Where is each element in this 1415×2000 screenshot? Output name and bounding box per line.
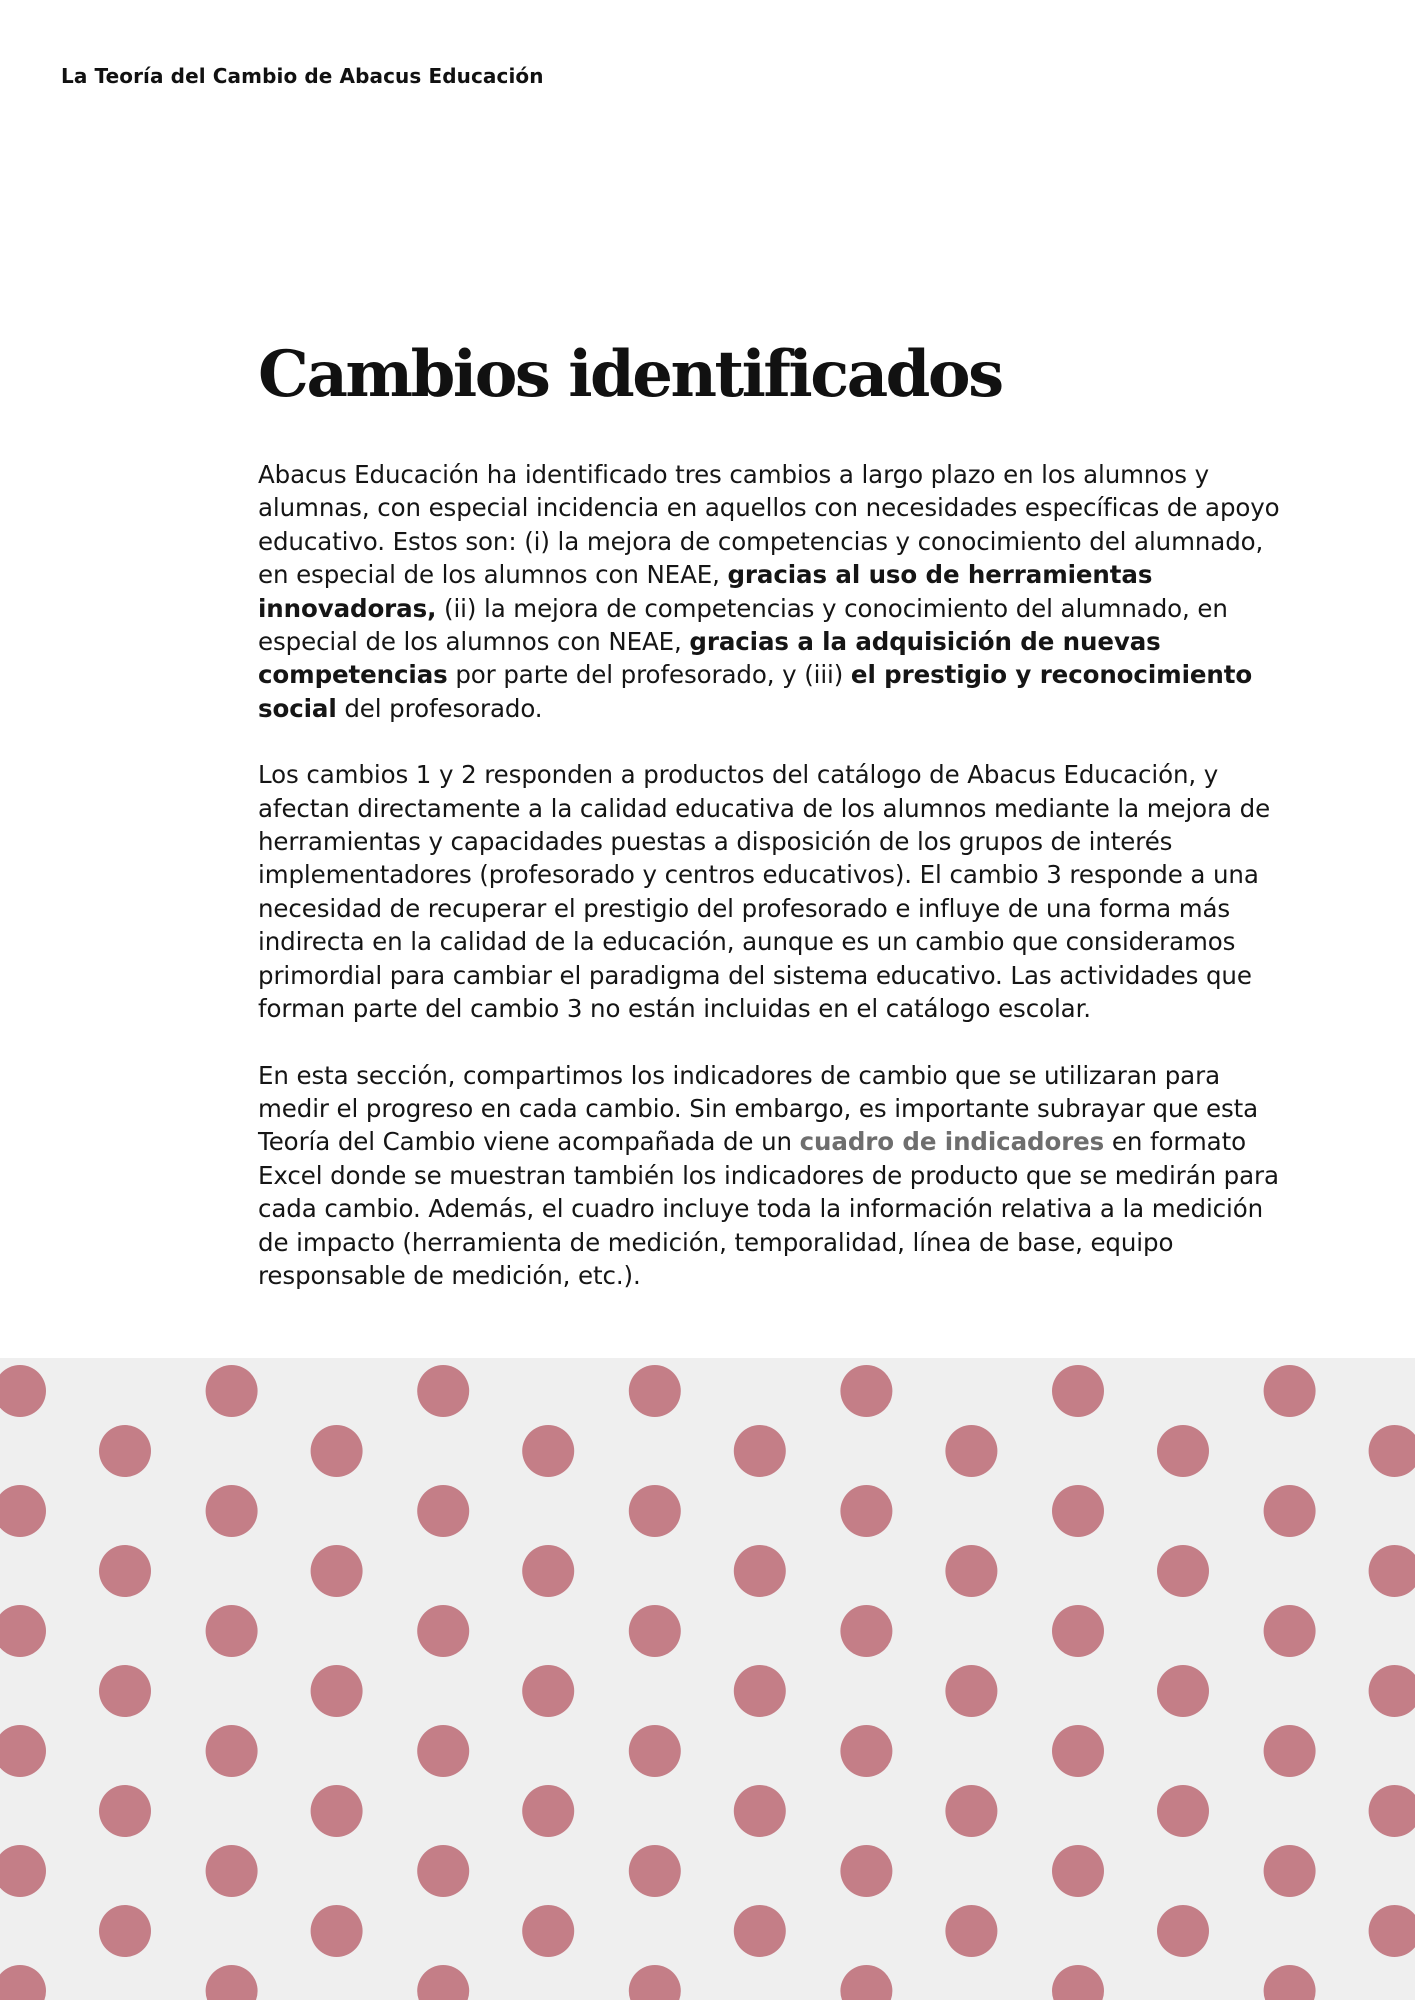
- polka-dot: [629, 1725, 681, 1777]
- polka-dot: [840, 1725, 892, 1777]
- p1-text-2: (ii) la mejora de competencias y conocimiento del alumnado, en especial de los alumnos con NEAE,: [258, 593, 1228, 657]
- polka-dot: [945, 1665, 997, 1717]
- polka-dot: [311, 1905, 363, 1957]
- polka-dot: [1052, 1725, 1104, 1777]
- polka-dot: [311, 1785, 363, 1837]
- polka-dot: [417, 1725, 469, 1777]
- polka-dot: [1369, 1425, 1415, 1477]
- polka-dot: [206, 1485, 258, 1537]
- polka-dot-svg: [0, 1358, 1415, 2000]
- polka-dot: [945, 1905, 997, 1957]
- polka-dot: [99, 1905, 151, 1957]
- polka-dot: [734, 1545, 786, 1597]
- polka-dot: [417, 1365, 469, 1417]
- polka-dot: [311, 1665, 363, 1717]
- p3-text-1: En esta sección, compartimos los indicadores de cambio que se utilizaran para medir el progreso en cada cambio. Sin embargo, es importante subrayar que esta Teoría del Cambio viene acompañada de un: [258, 1060, 1259, 1157]
- polka-dot: [206, 1965, 258, 2000]
- polka-dot: [945, 1425, 997, 1477]
- polka-dot: [840, 1485, 892, 1537]
- p1-bold-innovative-tools: gracias al uso de herramientas innovadoras,: [258, 560, 1153, 623]
- main-content: [258, 330, 1298, 1325]
- polka-dot: [945, 1785, 997, 1837]
- polka-dot: [1369, 1785, 1415, 1837]
- polka-dot: [99, 1785, 151, 1837]
- polka-dot: [522, 1905, 574, 1957]
- p1-text-4: del profesorado.: [336, 693, 543, 723]
- polka-dot: [0, 1605, 46, 1657]
- polka-dot: [1369, 1665, 1415, 1717]
- polka-dot: [840, 1965, 892, 2000]
- polka-dot: [1264, 1965, 1316, 2000]
- running-header: La Teoría del Cambio de Abacus Educación: [61, 64, 544, 88]
- polka-dot: [206, 1725, 258, 1777]
- polka-dot: [99, 1665, 151, 1717]
- polka-dot: [1157, 1665, 1209, 1717]
- polka-dot: [417, 1845, 469, 1897]
- polka-dot: [1052, 1365, 1104, 1417]
- polka-dot: [1157, 1905, 1209, 1957]
- polka-dot: [311, 1545, 363, 1597]
- section-title: Cambios identificados: [258, 337, 1002, 412]
- polka-dot: [840, 1605, 892, 1657]
- polka-dot: [629, 1965, 681, 2000]
- polka-dot: [1264, 1845, 1316, 1897]
- polka-dot: [206, 1845, 258, 1897]
- p1-text-1: Abacus Educación ha identificado tres cambios a largo plazo en los alumnos y alumnas, con especial incidencia en aquellos con necesidades específicas de apoyo educativo. Estos son: (i) la mejora de competencias y conocimiento del alumnado, en especial de los alumnos con NEAE,: [258, 460, 1280, 590]
- polka-dot: [1369, 1545, 1415, 1597]
- polka-dot: [417, 1965, 469, 2000]
- polka-dot: [629, 1605, 681, 1657]
- polka-dot: [0, 1845, 46, 1897]
- paragraph-indicators: [258, 1059, 1298, 1293]
- polka-dot: [1052, 1845, 1104, 1897]
- polka-dot: [0, 1725, 46, 1777]
- indicators-table-link[interactable]: cuadro de indicadores: [799, 1127, 1105, 1157]
- polka-dot: [629, 1365, 681, 1417]
- polka-dot: [417, 1485, 469, 1537]
- p3-text-2: en formato Excel donde se muestran también los indicadores de producto que se medirán para cada cambio. Además, el cuadro incluye toda la información relativa a la medición de impacto (herramienta de medición, temporalidad, línea de base, equipo responsable de medición, etc.).: [258, 1127, 1279, 1290]
- polka-dot: [840, 1845, 892, 1897]
- polka-dot: [1264, 1365, 1316, 1417]
- polka-dot: [1264, 1725, 1316, 1777]
- polka-dot: [1264, 1605, 1316, 1657]
- polka-dot: [1264, 1485, 1316, 1537]
- polka-dot: [629, 1845, 681, 1897]
- polka-dot: [1157, 1785, 1209, 1837]
- polka-dot: [734, 1665, 786, 1717]
- polka-dot: [522, 1425, 574, 1477]
- polka-dot: [1052, 1605, 1104, 1657]
- polka-dot: [0, 1365, 46, 1417]
- polka-dot: [1369, 1905, 1415, 1957]
- polka-dot: [945, 1545, 997, 1597]
- polka-dot-pattern: [0, 1358, 1415, 2000]
- polka-dot: [311, 1425, 363, 1477]
- polka-dot: [1157, 1545, 1209, 1597]
- polka-dot: [0, 1965, 46, 2000]
- polka-dot: [522, 1785, 574, 1837]
- polka-dot: [840, 1365, 892, 1417]
- p1-bold-prestige: el prestigio y reconocimiento social: [258, 660, 1253, 723]
- polka-dot: [417, 1605, 469, 1657]
- polka-dot: [734, 1425, 786, 1477]
- polka-dot: [522, 1665, 574, 1717]
- polka-dot: [0, 1485, 46, 1537]
- p1-text-3: por parte del profesorado, y (iii): [447, 660, 851, 690]
- polka-dot: [522, 1545, 574, 1597]
- polka-dot: [99, 1425, 151, 1477]
- paragraph-changes-overview: [258, 458, 1298, 725]
- polka-dot: [206, 1365, 258, 1417]
- polka-dot: [1052, 1965, 1104, 2000]
- p1-bold-new-competencies: gracias a la adquisición de nuevas competencias: [258, 627, 1161, 690]
- polka-dot: [99, 1545, 151, 1597]
- polka-dot: [734, 1785, 786, 1837]
- paragraph-changes-catalog: Los cambios 1 y 2 responden a productos del catálogo de Abacus Educación, y afectan directamente a la calidad educativa de los alumnos mediante la mejora de herramientas y capacidades puestas a disposición de los grupos de interés implementadores (profesorado y centros educativos). El cambio 3 responde a una necesidad de recuperar el prestigio del profesorado e influye de una forma más indirecta en la calidad de la educación, aunque es un cambio que consideramos primordial para cambiar el paradigma del sistema educativo. Las actividades que forman parte del cambio 3 no están incluidas en el catálogo escolar.: [258, 760, 1271, 1024]
- polka-dot: [1157, 1425, 1209, 1477]
- polka-dot: [629, 1485, 681, 1537]
- polka-dot: [1052, 1485, 1104, 1537]
- polka-dot: [734, 1905, 786, 1957]
- polka-dot: [206, 1605, 258, 1657]
